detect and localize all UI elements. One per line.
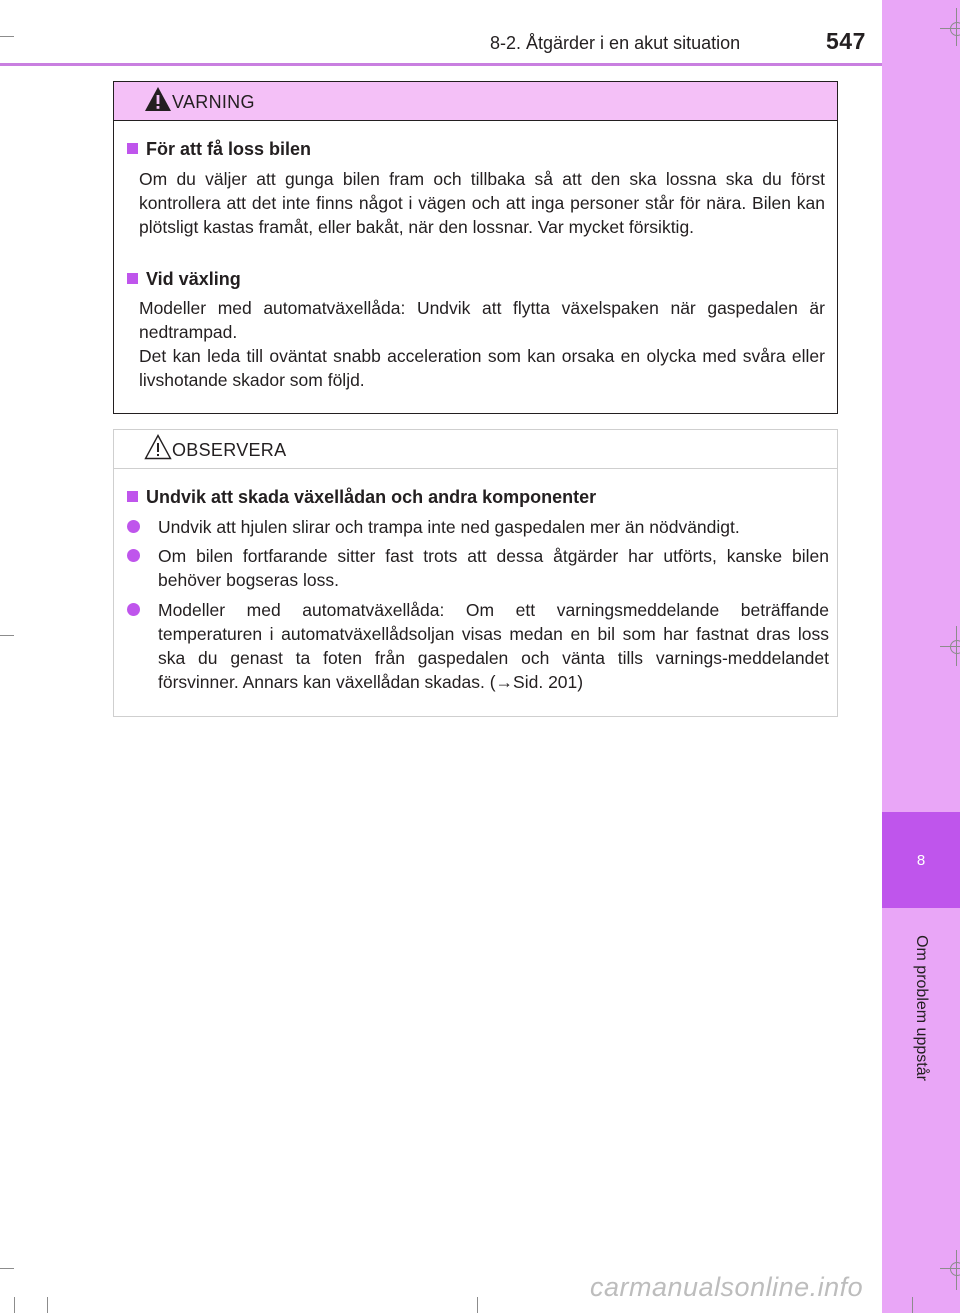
chapter-number: 8 [916, 852, 926, 869]
round-bullet-icon [127, 520, 140, 533]
warning-box [113, 81, 838, 414]
warning-section-text: Om du väljer att gunga bilen fram och tillbaka så att den ska lossna ska du först kontrollera att det inte finns något i vägen och att inga personer står för nära. Bilen kan plötsligt kastas framåt, eller bakåt, när den lossnar. Var mycket försiktig. [139, 169, 825, 237]
crop-mark [940, 1268, 960, 1269]
notice-bullet: Modeller med automatväxellåda: Om ett varningsmeddelande beträffande temperaturen i automatväxellådsoljan visas medan en bil som har fastnat dras loss ska du genast ta foten från gaspedalen och vänta tills varnings-meddelandet försvinner. Annars kan växellådan skadas. (→Sid. 201) [127, 598, 829, 694]
notice-header [114, 430, 837, 469]
round-bullet-icon [127, 603, 140, 616]
notice-section-heading: Undvik att skada växellådan och andra komponenter [127, 487, 596, 508]
crop-mark [0, 36, 14, 37]
warning-section-heading: För att få loss bilen [127, 139, 311, 160]
crop-mark [47, 1297, 48, 1313]
round-bullet-icon [127, 549, 140, 562]
registration-mark [950, 1262, 960, 1276]
header-rule [0, 63, 882, 66]
crop-mark [940, 28, 960, 29]
notice-box [113, 429, 838, 717]
notice-label: OBSERVERA [172, 440, 287, 460]
notice-bullet: Undvik att hjulen slirar och trampa inte ned gaspedalen mer än nödvändigt. [127, 515, 829, 539]
warning-triangle-icon [144, 86, 172, 112]
crop-mark [956, 8, 957, 46]
square-bullet-icon [127, 273, 138, 284]
registration-mark [950, 640, 960, 654]
chapter-title: Om problem uppstår [913, 935, 930, 1081]
crop-mark [956, 1250, 957, 1290]
notice-bullet: Om bilen fortfarande sitter fast trots att dessa åtgärder har utförts, kanske bilen behöver bogseras loss. [127, 544, 829, 592]
square-bullet-icon [127, 143, 138, 154]
crop-mark [477, 1297, 478, 1313]
registration-mark [950, 22, 960, 36]
square-bullet-icon [127, 491, 138, 502]
chapter-side-tab [882, 0, 960, 1313]
watermark: carmanualsonline.info [590, 1272, 864, 1302]
warning-section-text: Modeller med automatväxellåda: Undvik att flytta växelspaken när gaspedalen är nedtrampad. [139, 298, 825, 342]
crop-mark [940, 646, 960, 647]
caution-triangle-icon [144, 434, 172, 460]
crop-mark [14, 1297, 15, 1313]
page-number: 547 [826, 28, 866, 54]
crop-mark [912, 1297, 913, 1313]
crop-mark [0, 1268, 14, 1269]
warning-label: VARNING [172, 92, 255, 112]
crop-mark [0, 635, 14, 636]
warning-section-text: Det kan leda till oväntat snabb acceleration som kan orsaka en olycka med svåra eller livshotande skador som följd. [139, 346, 825, 390]
warning-section-heading: Vid växling [127, 269, 241, 290]
warning-header [114, 82, 837, 121]
section-title: 8-2. Åtgärder i en akut situation [490, 33, 741, 53]
